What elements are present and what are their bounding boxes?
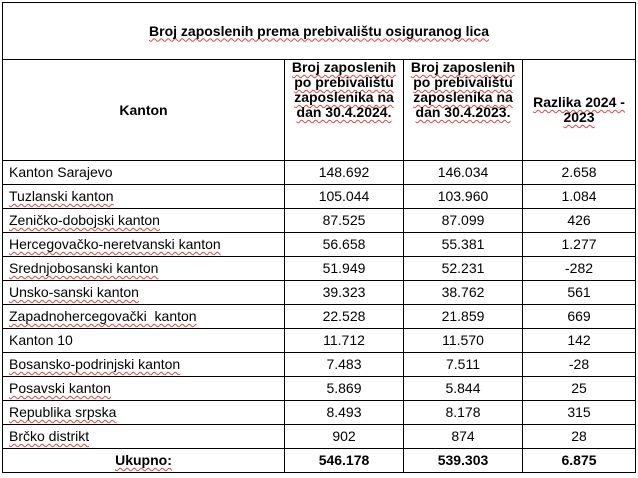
row-name-text: Tuzlanski kanton <box>9 188 114 204</box>
row-name <box>3 257 285 281</box>
row-2024: 51.949 <box>285 257 404 281</box>
table-row <box>3 281 636 305</box>
row-diff: 28 <box>523 425 636 449</box>
row-2023: 8.178 <box>404 401 523 425</box>
total-2023: 539.303 <box>404 449 523 473</box>
table-row <box>3 425 636 449</box>
row-2023: 103.960 <box>404 185 523 209</box>
header-2023 <box>404 60 523 161</box>
row-2023: 874 <box>404 425 523 449</box>
row-name <box>3 305 285 329</box>
header-diff <box>523 60 636 161</box>
row-name-text: Republika srpska <box>9 404 117 420</box>
row-diff: 1.277 <box>523 233 636 257</box>
row-2024: 902 <box>285 425 404 449</box>
row-2023: 146.034 <box>404 161 523 185</box>
table-row <box>3 209 636 233</box>
row-name <box>3 281 285 305</box>
row-name-text: Srednjobosanski kanton <box>9 260 159 276</box>
row-2024: 8.493 <box>285 401 404 425</box>
row-name <box>3 209 285 233</box>
row-2023: 38.762 <box>404 281 523 305</box>
row-name: Kanton Sarajevo <box>3 161 285 185</box>
row-name-text: Zeničko-dobojski kanton <box>9 212 160 228</box>
total-label <box>3 449 285 473</box>
row-name <box>3 401 285 425</box>
table-title <box>3 3 636 60</box>
row-name <box>3 185 285 209</box>
row-2024: 11.712 <box>285 329 404 353</box>
row-name <box>3 377 285 401</box>
table-row <box>3 377 636 401</box>
row-name-text: Unsko-sanski kanton <box>9 284 139 300</box>
table-row <box>3 305 636 329</box>
table-title-text: Broj zaposlenih prema prebivalištu osiguranog lica <box>149 22 489 39</box>
row-2024: 105.044 <box>285 185 404 209</box>
header-2024 <box>285 60 404 161</box>
row-name: Kanton 10 <box>3 329 285 353</box>
row-diff: 669 <box>523 305 636 329</box>
total-diff: 6.875 <box>523 449 636 473</box>
header-2023-text: Broj zaposlenih po prebivalištu zaposlenika na dan 30.4.2023. <box>410 59 516 120</box>
row-diff: 1.084 <box>523 185 636 209</box>
row-2023: 21.859 <box>404 305 523 329</box>
row-diff: 25 <box>523 377 636 401</box>
row-2024: 22.528 <box>285 305 404 329</box>
total-row <box>3 449 636 473</box>
row-name <box>3 233 285 257</box>
row-2024: 7.483 <box>285 353 404 377</box>
table-row <box>3 185 636 209</box>
row-2024: 5.869 <box>285 377 404 401</box>
row-name-text: Hercegovačko-neretvanski kanton <box>9 236 221 252</box>
table-row <box>3 401 636 425</box>
employment-table <box>2 2 636 473</box>
row-2023: 52.231 <box>404 257 523 281</box>
table-row <box>3 329 636 353</box>
header-kanton: Kanton <box>3 60 285 161</box>
row-diff: 561 <box>523 281 636 305</box>
row-name-text: Zapadnohercegovački kanton <box>9 308 197 324</box>
row-2024: 87.525 <box>285 209 404 233</box>
header-2024-text: Broj zaposlenih po prebivalištu zaposlenika na dan 30.4.2024. <box>291 59 397 120</box>
row-diff: -282 <box>523 257 636 281</box>
total-label-text: Ukupno: <box>115 452 172 468</box>
row-diff: -28 <box>523 353 636 377</box>
row-diff: 426 <box>523 209 636 233</box>
table-row <box>3 233 636 257</box>
row-name-text: Brčko distrikt <box>9 428 90 444</box>
row-name <box>3 353 285 377</box>
row-2023: 5.844 <box>404 377 523 401</box>
row-name-text: Bosansko-podrinjski kanton <box>9 356 181 372</box>
row-2024: 39.323 <box>285 281 404 305</box>
row-2023: 55.381 <box>404 233 523 257</box>
row-name-text: Posavski kanton <box>9 380 111 396</box>
row-diff: 142 <box>523 329 636 353</box>
row-2024: 148.692 <box>285 161 404 185</box>
row-2023: 11.570 <box>404 329 523 353</box>
header-diff-text: Razlika 2024 - 2023 <box>533 94 625 125</box>
row-diff: 2.658 <box>523 161 636 185</box>
row-diff: 315 <box>523 401 636 425</box>
row-2023: 87.099 <box>404 209 523 233</box>
total-2024: 546.178 <box>285 449 404 473</box>
table-row <box>3 353 636 377</box>
row-2023: 7.511 <box>404 353 523 377</box>
row-2024: 56.658 <box>285 233 404 257</box>
table-row <box>3 161 636 185</box>
table-row <box>3 257 636 281</box>
row-name <box>3 425 285 449</box>
